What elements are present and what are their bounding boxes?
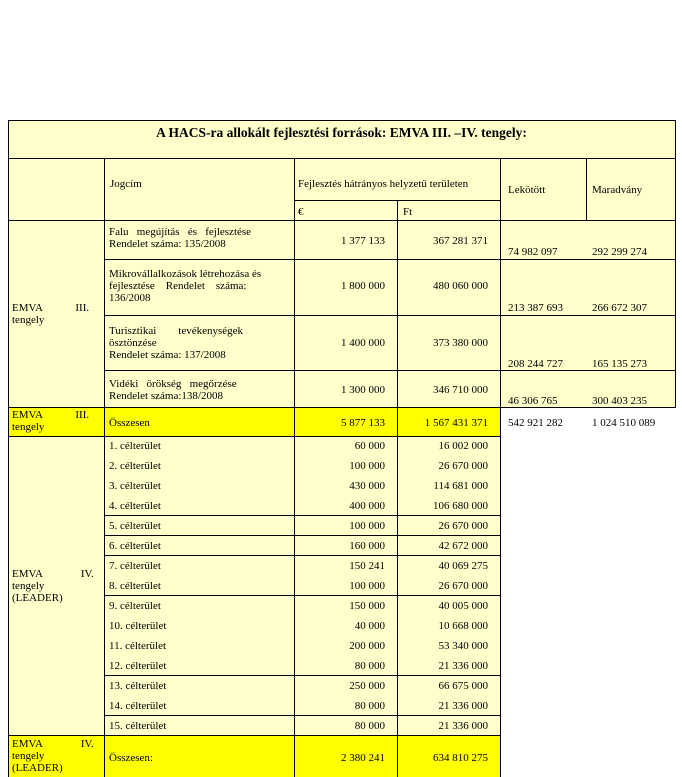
section4-row-name: 13. célterület bbox=[109, 680, 167, 692]
row4-line2: Rendelet száma:138/2008 bbox=[109, 390, 223, 402]
border-s4-split5 bbox=[104, 675, 501, 676]
section4-row-name: 14. célterület bbox=[109, 700, 167, 712]
section4-row-ft: 42 672 000 bbox=[438, 540, 488, 552]
section4-row-ft: 26 670 000 bbox=[438, 460, 488, 472]
section3-row1-lekotott: 74 982 097 bbox=[508, 246, 558, 258]
border-top bbox=[8, 120, 676, 121]
border-s3-row3 bbox=[104, 370, 676, 371]
section4-total-label-line3: (LEADER) bbox=[12, 762, 63, 774]
section4-row-eur: 430 000 bbox=[349, 480, 385, 492]
row2-line3: 136/2008 bbox=[109, 292, 151, 304]
section3-row4-lekotott: 46 306 765 bbox=[508, 395, 558, 407]
section4-row-eur: 150 000 bbox=[349, 600, 385, 612]
section4-total-eur: 2 380 241 bbox=[341, 752, 385, 764]
border-s4-split6 bbox=[104, 715, 501, 716]
header-jogcim: Jogcím bbox=[110, 178, 142, 190]
section4-row-ft: 26 670 000 bbox=[438, 580, 488, 592]
row3-line3: Rendelet száma: 137/2008 bbox=[109, 349, 226, 361]
section3-row1-maradvany: 292 299 274 bbox=[592, 246, 647, 258]
section4-row-name: 9. célterület bbox=[109, 600, 161, 612]
section4-row-eur: 200 000 bbox=[349, 640, 385, 652]
section4-row-name: 7. célterület bbox=[109, 560, 161, 572]
border-s3-total-bottom bbox=[8, 436, 501, 437]
section4-row-eur: 100 000 bbox=[349, 520, 385, 532]
row2-line1: Mikrovállalkozások létrehozása és bbox=[109, 268, 262, 280]
section3-row4-ft: 346 710 000 bbox=[433, 384, 488, 396]
row2-line2: fejlesztése Rendelet száma: bbox=[109, 280, 247, 292]
border-header-bottom bbox=[8, 220, 676, 221]
section3-total-label-bottom: tengely bbox=[12, 421, 45, 433]
section3-row2-ft: 480 060 000 bbox=[433, 280, 488, 292]
section3-total-label-top: EMVA III. bbox=[12, 409, 90, 421]
border-s4-split3 bbox=[104, 555, 501, 556]
section4-row-name: 1. célterület bbox=[109, 440, 161, 452]
section3-total-lekotott: 542 921 282 bbox=[508, 417, 563, 429]
border-col-ft bbox=[500, 159, 501, 777]
section4-row-ft: 40 069 275 bbox=[438, 560, 488, 572]
section4-row-name: 10. célterület bbox=[109, 620, 167, 632]
border-col-label bbox=[104, 159, 105, 777]
border-col-lekotott bbox=[586, 159, 587, 221]
section4-row-ft: 21 336 000 bbox=[438, 660, 488, 672]
border-col-jogcim bbox=[294, 159, 295, 777]
section3-row1-eur: 1 377 133 bbox=[341, 235, 385, 247]
border-s3-row1 bbox=[104, 259, 676, 260]
section4-row-eur: 400 000 bbox=[349, 500, 385, 512]
section4-row-name: 6. célterület bbox=[109, 540, 161, 552]
header-fejlesztes: Fejlesztés hátrányos helyzetű területen bbox=[298, 178, 469, 190]
section4-row-eur: 100 000 bbox=[349, 580, 385, 592]
section4-row-ft: 66 675 000 bbox=[438, 680, 488, 692]
section4-row-eur: 80 000 bbox=[354, 660, 385, 672]
section4-row-name: 15. célterület bbox=[109, 720, 167, 732]
section4-row-ft: 10 668 000 bbox=[438, 620, 488, 632]
section3-label bbox=[12, 302, 100, 326]
section4-row-name: 12. célterület bbox=[109, 660, 167, 672]
section3-row3-lekotott: 208 244 727 bbox=[508, 358, 563, 370]
section4-row-name: 4. célterület bbox=[109, 500, 161, 512]
section4-row-eur: 150 241 bbox=[349, 560, 385, 572]
border-left bbox=[8, 120, 9, 777]
section4-total-label-line1: EMVA IV. bbox=[12, 738, 94, 750]
section4-total-label-line2: tengely bbox=[12, 750, 45, 762]
section3-row4-name bbox=[109, 378, 291, 402]
border-right-upper bbox=[675, 120, 676, 408]
section4-total-name: Összesen: bbox=[109, 752, 153, 764]
row1-line1: Falu megújítás és fejlesztése bbox=[109, 226, 252, 238]
section3-row2-eur: 1 800 000 bbox=[341, 280, 385, 292]
section3-label-bottom: tengely bbox=[12, 314, 45, 326]
section4-row-eur: 80 000 bbox=[354, 700, 385, 712]
section4-label bbox=[12, 568, 100, 604]
border-s4-body-bottom bbox=[8, 735, 501, 736]
header-lekotott: Lekötött bbox=[508, 184, 546, 196]
section4-row-eur: 40 000 bbox=[354, 620, 385, 632]
section3-total-maradvany: 1 024 510 089 bbox=[592, 417, 656, 429]
section3-total-label bbox=[12, 409, 100, 433]
border-col-eur bbox=[397, 201, 398, 777]
section4-row-ft: 16 002 000 bbox=[438, 440, 488, 452]
section4-row-ft: 53 340 000 bbox=[438, 640, 488, 652]
section3-total-ft: 1 567 431 371 bbox=[424, 417, 488, 429]
section4-label-line3: (LEADER) bbox=[12, 592, 63, 604]
section3-row3-eur: 1 400 000 bbox=[341, 337, 385, 349]
section3-row2-lekotott: 213 387 693 bbox=[508, 302, 563, 314]
border-s3-row2 bbox=[104, 315, 676, 316]
section4-row-name: 2. célterület bbox=[109, 460, 161, 472]
section4-row-name: 3. célterület bbox=[109, 480, 161, 492]
section4-total-label bbox=[12, 738, 100, 774]
header-eur: € bbox=[298, 206, 304, 218]
section3-row3-name bbox=[109, 325, 291, 361]
section4-row-ft: 40 005 000 bbox=[438, 600, 488, 612]
row1-line2: Rendelet száma: 135/2008 bbox=[109, 238, 226, 250]
border-s4-split1 bbox=[104, 515, 501, 516]
section4-row-eur: 60 000 bbox=[354, 440, 385, 452]
section4-total-ft: 634 810 275 bbox=[433, 752, 488, 764]
section3-label-top: EMVA III. bbox=[12, 302, 90, 314]
border-s3-body-bottom bbox=[8, 407, 676, 408]
section4-row-eur: 100 000 bbox=[349, 460, 385, 472]
row3-line1: Turisztikai tevékenységek bbox=[109, 325, 244, 337]
section4-row-ft: 106 680 000 bbox=[433, 500, 488, 512]
row3-line2: ösztönzése bbox=[109, 337, 157, 349]
section4-row-ft: 21 336 000 bbox=[438, 720, 488, 732]
header-ft: Ft bbox=[403, 206, 413, 218]
section3-row4-eur: 1 300 000 bbox=[341, 384, 385, 396]
section3-total-eur: 5 877 133 bbox=[341, 417, 385, 429]
section4-label-line2: tengely bbox=[12, 580, 45, 592]
section4-row-eur: 80 000 bbox=[354, 720, 385, 732]
section4-row-eur: 250 000 bbox=[349, 680, 385, 692]
section3-row3-maradvany: 165 135 273 bbox=[592, 358, 647, 370]
border-s4-split2 bbox=[104, 535, 501, 536]
header-maradvany: Maradvány bbox=[592, 184, 643, 196]
section4-row-ft: 114 681 000 bbox=[433, 480, 488, 492]
section3-row3-ft: 373 380 000 bbox=[433, 337, 488, 349]
section3-row4-maradvany: 300 403 235 bbox=[592, 395, 647, 407]
section3-row1-ft: 367 281 371 bbox=[433, 235, 488, 247]
border-s4-split4 bbox=[104, 595, 501, 596]
border-title-bottom bbox=[8, 158, 676, 159]
section4-row-ft: 21 336 000 bbox=[438, 700, 488, 712]
table-title: A HACS-ra allokált fejlesztési források: EMVA III. –IV. tengely: bbox=[156, 125, 527, 140]
section4-row-eur: 160 000 bbox=[349, 540, 385, 552]
section4-label-line1: EMVA IV. bbox=[12, 568, 94, 580]
header-row-bg bbox=[8, 159, 675, 221]
section3-row1-name bbox=[109, 226, 291, 250]
row4-line1: Vidéki örökség megőrzése bbox=[109, 378, 237, 390]
section4-row-name: 8. célterület bbox=[109, 580, 161, 592]
section4-row-name: 5. célterület bbox=[109, 520, 161, 532]
section4-row-ft: 26 670 000 bbox=[438, 520, 488, 532]
section3-total-name: Összesen bbox=[109, 417, 150, 429]
section3-row2-name bbox=[109, 268, 291, 304]
section4-row-name: 11. célterület bbox=[109, 640, 167, 652]
section3-row2-maradvany: 266 672 307 bbox=[592, 302, 647, 314]
